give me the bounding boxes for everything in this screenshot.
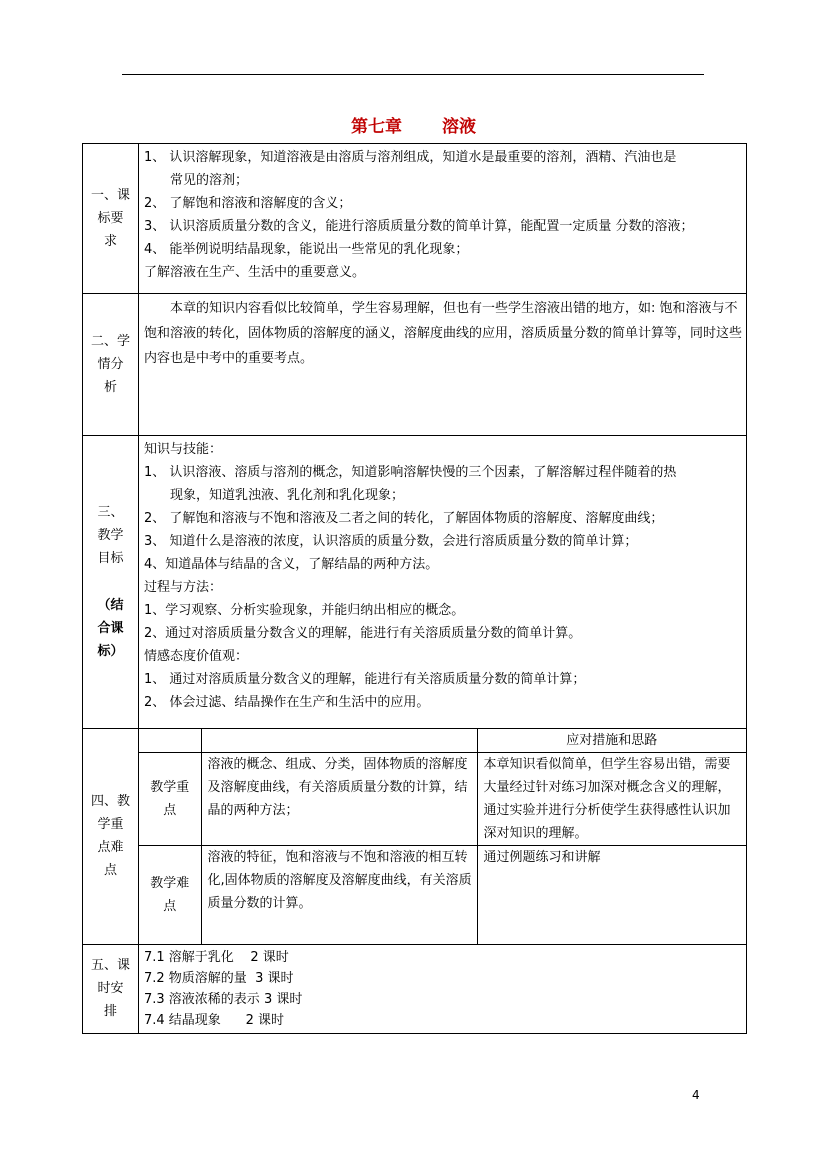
section-teaching-objectives: [83, 436, 747, 729]
schedule-item: 7.1 溶解于乳化 2 课时: [144, 949, 289, 965]
section-label: 三、 教学 目标 （结 合课 标）: [83, 436, 139, 729]
key-points-header-row: [139, 729, 746, 753]
chapter-topic: 溶液: [442, 117, 476, 137]
section-content: [139, 729, 747, 945]
sub-label: 教学重 点: [139, 753, 201, 846]
section-content: [139, 944, 747, 1033]
section-schedule: [83, 944, 747, 1033]
key-point-row: [139, 753, 746, 846]
header-rule: [122, 74, 704, 75]
difficult-point-row: [139, 846, 746, 944]
chapter-number: 第七章: [351, 117, 402, 137]
section-label: 一、课 标要 求: [83, 144, 139, 294]
key-points-table: [139, 729, 746, 944]
section-label: 四、教 学重 点难 点: [83, 729, 139, 945]
key-point-content: 溶液的概念、组成、分类，固体物质的溶解度及溶解度曲线，有关溶质质量分数的计算，结晶的两种方法；: [201, 753, 477, 846]
difficult-point-measures: 通过例题练习和讲解: [477, 846, 746, 944]
section-content: 1、 认识溶解现象，知道溶液是由溶质与溶剂组成，知道水是最重要的溶剂，酒精、汽油也是 常见的溶剂； 2、 了解饱和溶液和溶解度的含义； 3、 认识溶质质量分数的含义，能进行溶质质量分数的简单计算，能配置一定质量 分数的溶液； 4、 能举例说明结晶现象，能说出一些常见的乳化现象； 了解溶液在生产、生活中的重要意义。: [139, 144, 747, 294]
section-content: 知识与技能： 1、 认识溶液、溶质与溶剂的概念，知道影响溶解快慢的三个因素，了解溶解过程伴随着的热 现象，知道乳浊液、乳化剂和乳化现象； 2、 了解饱和溶液与不饱和溶液及二者之间的转化，了解固体物质的溶解度、溶解度曲线； 3、 知道什么是溶液的浓度，认识溶质的质量分数，会进行溶质质量分数的简单计算； 4、知道晶体与结晶的含义，了解结晶的两种方法。 过程与方法： 1、学习观察、分析实验现象，并能归纳出相应的概念。 2、通过对溶质质量分数含义的理解，能进行有关溶质质量分数的简单计算。 情感态度价值观： 1、 通过对溶质质量分数含义的理解，能进行有关溶质质量分数的简单计算； 2、 体会过滤、结晶操作在生产和生活中的应用。: [139, 436, 747, 729]
section-label: 五、课 时安 排: [83, 944, 139, 1033]
key-point-measures: 本章知识看似简单，但学生容易出错，需要大量经过针对练习加深对概念含义的理解，通过实验并进行分析使学生获得感性认识加深对知识的理解。: [477, 753, 746, 846]
schedule-item: 7.3 溶液浓稀的表示 3 课时: [144, 991, 303, 1007]
label-note: （结: [97, 598, 124, 613]
measures-header: 应对措施和思路: [477, 729, 746, 753]
page-number: 4: [692, 1088, 700, 1102]
section-curriculum-requirements: [83, 144, 747, 294]
section-content: 本章的知识内容看似比较简单，学生容易理解，但也有一些学生溶液出错的地方，如: 饱和溶液与不饱和溶液的转化，固体物质的溶解度的涵义，溶解度曲线的应用，溶质质量分数的简单计算等，同时这些内容也是中考中的重要考点。: [139, 294, 747, 436]
schedule-item: 7.4 结晶现象 2 课时: [144, 1012, 285, 1028]
sub-label: 教学难 点: [139, 846, 201, 944]
lesson-plan-table: [82, 143, 747, 1034]
schedule-item: 7.2 物质溶解的量 3 课时: [144, 970, 294, 986]
difficult-point-content: 溶液的特征，饱和溶液与不饱和溶液的相互转化,固体物质的溶解度及溶解度曲线，有关溶质质量分数的计算。: [201, 846, 477, 944]
section-label: 二、学 情分 析: [83, 294, 139, 436]
page-title: [0, 112, 827, 137]
section-student-analysis: [83, 294, 747, 436]
section-key-and-difficult-points: [83, 729, 747, 945]
